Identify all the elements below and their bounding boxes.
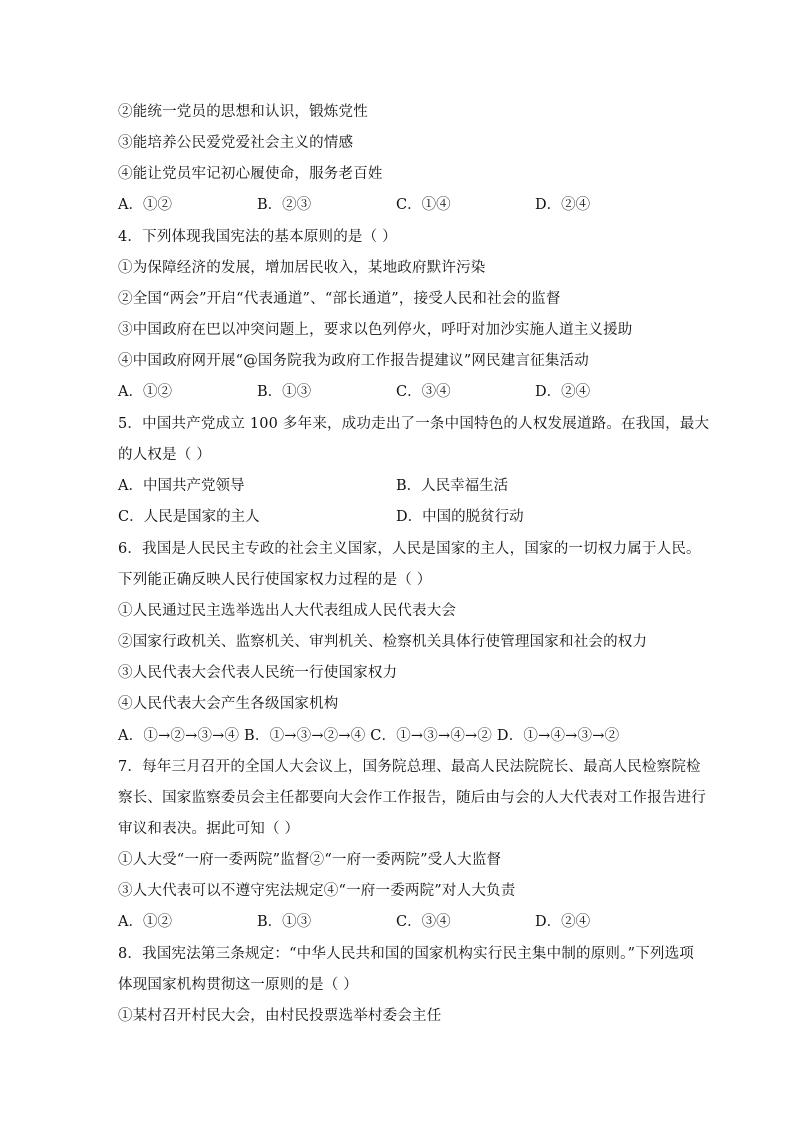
q3-option-c: C．①④ bbox=[396, 197, 451, 213]
q5-option-d: D．中国的脱贫行动 bbox=[396, 509, 524, 525]
q3-option-d: D．②④ bbox=[535, 197, 591, 213]
q4-option-b: B．①③ bbox=[257, 384, 312, 400]
q4-option-a: A．①② bbox=[118, 384, 172, 400]
q7-option-c: C．③④ bbox=[396, 914, 451, 930]
q3-option-b: B．②③ bbox=[257, 197, 312, 213]
q7-items-line2: ③人大代表可以不遵守宪法规定④“一府一委两院”对人大负责 bbox=[118, 883, 516, 899]
q6-item-2: ②国家行政机关、监察机关、审判机关、检察机关具体行使管理国家和社会的权力 bbox=[118, 634, 648, 650]
q6-stem-line1: 6．我国是人民民主专政的社会主义国家，人民是国家的主人，国家的一切权力属于人民。 bbox=[118, 541, 701, 557]
q6-options: A．①→②→③→④ B．①→③→②→④ C．①→③→④→② D．①→④→③→② bbox=[118, 728, 620, 744]
q4-item-4: ④中国政府网开展“@国务院我为政府工作报告提建议”网民建言征集活动 bbox=[118, 353, 589, 369]
q3-item-3: ③能培养公民爱党爱社会主义的情感 bbox=[118, 135, 354, 151]
q4-option-d: D．②④ bbox=[535, 384, 591, 400]
q4-option-c: C．③④ bbox=[396, 384, 451, 400]
q8-item-1: ①某村召开村民大会，由村民投票选举村委会主任 bbox=[118, 1008, 442, 1024]
q4-item-1: ①为保障经济的发展，增加居民收入，某地政府默许污染 bbox=[118, 260, 486, 276]
q3-item-2: ②能统一党员的思想和认识，锻炼党性 bbox=[118, 104, 368, 120]
q5-option-a: A．中国共产党领导 bbox=[118, 478, 245, 494]
q6-stem-line2: 下列能正确反映人民行使国家权力过程的是（ ） bbox=[118, 572, 432, 588]
q5-stem-line2: 的人权是（ ） bbox=[118, 447, 212, 463]
q7-option-a: A．①② bbox=[118, 914, 172, 930]
q7-stem-line2: 察长、国家监察委员会主任都要向大会作工作报告，随后由与会的人大代表对工作报告进行 bbox=[118, 790, 706, 806]
q5-option-c: C．人民是国家的主人 bbox=[118, 509, 260, 525]
q3-option-a: A．①② bbox=[118, 197, 172, 213]
q7-option-b: B．①③ bbox=[257, 914, 312, 930]
q4-item-2: ②全国“两会”开启“代表通道”、“部长通道”，接受人民和社会的监督 bbox=[118, 291, 561, 307]
q7-stem-line3: 审议和表决。据此可知（ ） bbox=[118, 821, 300, 837]
q7-items-line1: ①人大受“一府一委两院”监督②“一府一委两院”受人大监督 bbox=[118, 852, 502, 868]
q8-stem-line2: 体现国家机构贯彻这一原则的是（ ） bbox=[118, 977, 359, 993]
q6-item-1: ①人民通过民主选举选出人大代表组成人民代表大会 bbox=[118, 603, 457, 619]
q5-option-b: B．人民幸福生活 bbox=[396, 478, 509, 494]
q5-stem-line1: 5．中国共产党成立 100 多年来，成功走出了一条中国特色的人权发展道路。在我国，最大 bbox=[118, 416, 710, 432]
q6-item-3: ③人民代表大会代表人民统一行使国家权力 bbox=[118, 665, 398, 681]
q7-stem-line1: 7．每年三月召开的全国人大会议上，国务院总理、最高人民法院院长、最高人民检察院检 bbox=[118, 759, 701, 775]
q7-option-d: D．②④ bbox=[535, 914, 591, 930]
q3-item-4: ④能让党员牢记初心履使命，服务老百姓 bbox=[118, 166, 383, 182]
q4-item-3: ③中国政府在巴以冲突问题上，要求以色列停火，呼吁对加沙实施人道主义援助 bbox=[118, 322, 633, 338]
q6-item-4: ④人民代表大会产生各级国家机构 bbox=[118, 696, 339, 712]
q8-stem-line1: 8．我国宪法第三条规定：“中华人民共和国的国家机构实行民主集中制的原则。”下列选项 bbox=[118, 946, 694, 962]
q4-stem: 4．下列体现我国宪法的基本原则的是（ ） bbox=[118, 229, 397, 245]
